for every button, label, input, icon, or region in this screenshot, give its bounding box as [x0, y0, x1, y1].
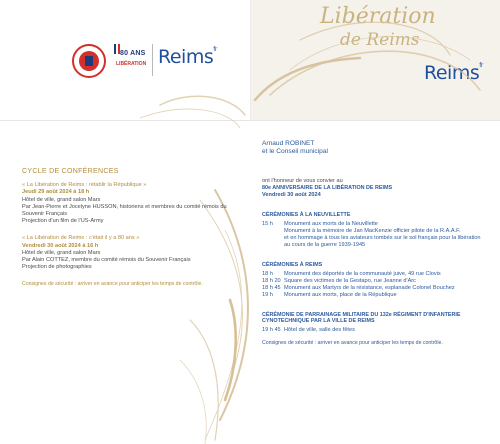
- host-name: Arnaud ROBINET: [262, 140, 315, 147]
- reims-logo-left: [158, 46, 217, 68]
- schedule-row: [262, 327, 484, 334]
- schedule-row: [262, 271, 484, 278]
- invitation-security-note: Consignes de sécurité : arriver en avance pour anticiper les temps de contrôle.: [262, 340, 443, 347]
- schedule-time: 18 h 20: [262, 278, 281, 285]
- conference-date: Vendredi 30 août 2024 à 16 h: [22, 242, 99, 249]
- badge-liberation-text: LIBÉRATION: [116, 61, 147, 67]
- schedule-row: [262, 292, 484, 299]
- cover-back-panel: [0, 0, 250, 121]
- conference-place: Hôtel de ville, grand salon Mars: [22, 249, 101, 256]
- schedule-time: 15 h: [262, 220, 273, 227]
- souvenir-francais-logo: [72, 44, 106, 78]
- schedule-row: [262, 235, 484, 249]
- host-subtitle: et le Conseil municipal: [262, 148, 328, 155]
- schedule-text: Monument à la mémoire de Jan MacKenzie officier pilote de la R.A.A.F.: [284, 228, 461, 235]
- schedule-time: [262, 235, 284, 249]
- reims-ceremonies-title: CÉRÉMONIES À REIMS: [262, 261, 323, 268]
- schedule-time: 18 h: [262, 270, 273, 277]
- script-title-line1: Libération: [320, 4, 436, 29]
- conference-title: « La Libération de Reims : c'était il y a 80 ans »: [22, 235, 140, 242]
- schedule-text: Monument aux morts, place de la République: [284, 292, 397, 299]
- schedule-row: [262, 278, 484, 285]
- conference-date: Jeudi 29 août 2024 à 18 h: [22, 189, 90, 196]
- schedule-text: Monument des déportés de la communauté juive, 49 rue Clovis: [284, 270, 441, 277]
- schedule-row: [262, 221, 484, 228]
- schedule-time: 18 h 45: [262, 285, 281, 292]
- event-title: 80e ANNIVERSAIRE DE LA LIBÉRATION DE REIMS: [262, 185, 393, 192]
- schedule-time: 19 h 45: [262, 327, 281, 334]
- invitation-details: [262, 140, 484, 348]
- reims-logo-right-suffix: fr: [479, 62, 483, 69]
- conference-item: [22, 182, 237, 225]
- conference-item: [22, 235, 237, 271]
- reims-logo-right: [424, 62, 483, 84]
- schedule-text: et en hommage à tous les aviateurs tombés sur le sol français pour la libération au cours de la guerre 1939-1945: [284, 235, 481, 249]
- conference-speakers: Par Alain COTTEZ, membre du comité rémois du Souvenir Français: [22, 257, 191, 264]
- badge-80-text: 80 ANS: [120, 50, 146, 57]
- military-sponsorship-title: CÉRÉMONIE DE PARRAINAGE MILITAIRE DU 132e RÉGIMENT D'INFANTERIE CYNOTECHNIQUE PAR LA VILLE DE REIMS: [262, 311, 461, 325]
- conference-title: « La Libération de Reims : rétablir la République »: [22, 182, 147, 189]
- reims-logo-right-text: Reims: [424, 62, 480, 84]
- program-title: CYCLE DE CONFÉRENCES: [22, 168, 119, 175]
- schedule-row: [262, 228, 484, 235]
- reims-logo-left-suffix: fr: [213, 46, 217, 53]
- conference-program: [22, 168, 237, 289]
- conference-place: Hôtel de ville, grand salon Mars: [22, 196, 101, 203]
- conference-extra: Projection d'un film de l'US-Army: [22, 218, 104, 225]
- schedule-time: 19 h: [262, 292, 273, 299]
- logo-divider: [152, 44, 153, 76]
- neuvillette-title: CÉRÉMONIES À LA NEUVILLETTE: [262, 211, 351, 218]
- schedule-text: Monument aux Martyrs de la résistance, esplanade Colonel Bouchez: [284, 285, 455, 292]
- conference-extra: Projection de photographies: [22, 264, 92, 271]
- conference-speakers: Par Jean-Pierre et Jocelyne HUSSON, historiens et membres du comité rémois du Souvenir Français: [22, 203, 227, 218]
- script-title-line2: de Reims: [340, 30, 420, 50]
- liberation-script-title: [310, 4, 470, 64]
- schedule-text: Monument aux morts de la Neuvillette: [284, 220, 378, 227]
- schedule-text: Hôtel de ville, salle des fêtes: [284, 327, 355, 334]
- invitation-intro: ont l'honneur de vous convier au: [262, 178, 343, 184]
- program-security-note: Consignes de sécurité : arriver en avance pour anticiper les temps de contrôle.: [22, 281, 203, 288]
- schedule-row: [262, 285, 484, 292]
- reims-logo-left-text: Reims: [158, 46, 214, 68]
- liberation-80-logo: [112, 44, 148, 76]
- schedule-text: Square des victimes de la Gestapo, rue Jeanne d'Arc: [284, 278, 416, 285]
- event-date: Vendredi 30 août 2024: [262, 192, 321, 199]
- schedule-time: [262, 228, 284, 235]
